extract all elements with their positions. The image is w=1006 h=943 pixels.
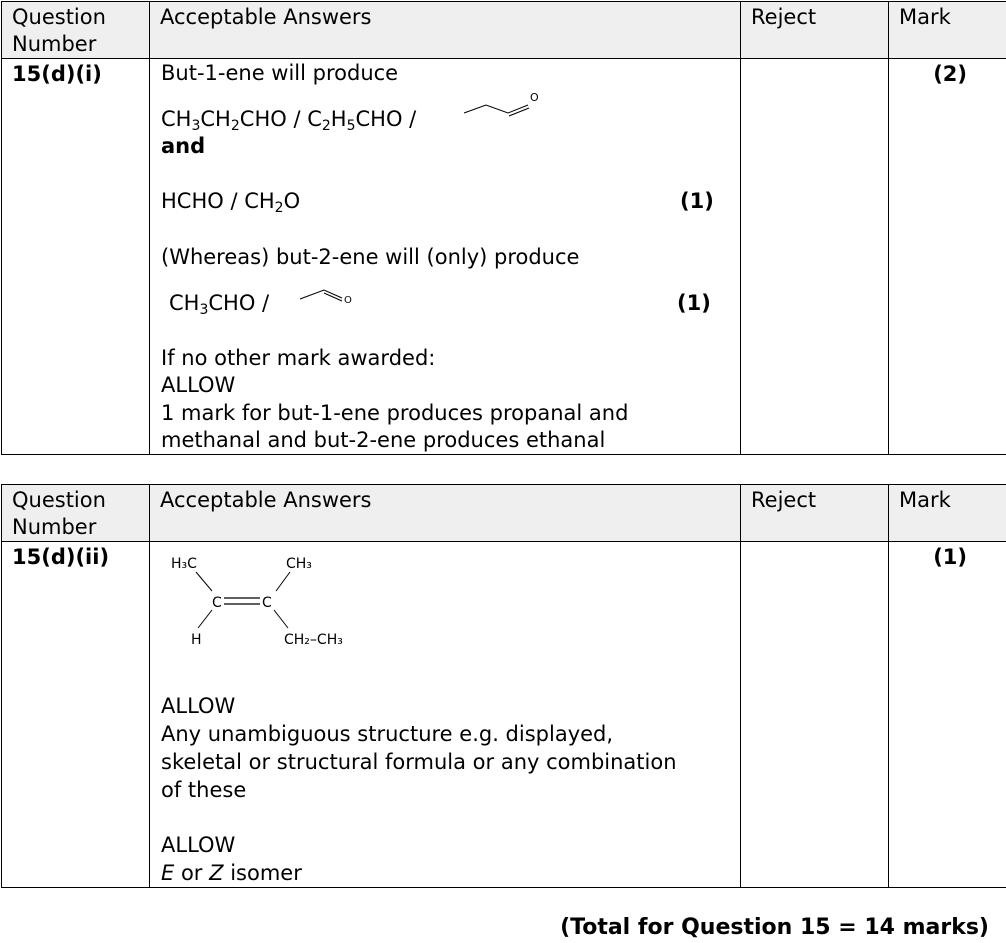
header-question-number: Question Number <box>2 2 150 59</box>
mark-cell <box>889 542 1006 888</box>
and-text: and <box>161 134 206 158</box>
mark-scheme-table-15di <box>1 1 1006 455</box>
question-number-cell <box>2 59 150 455</box>
h3c-label: H₃C <box>171 556 197 572</box>
question-total: (Total for Question 15 = 14 marks) <box>560 915 989 940</box>
allow-label: ALLOW <box>161 833 236 857</box>
ethyl-label: CH₂–CH₃ <box>284 632 343 648</box>
answer-line: Any unambiguous structure e.g. displayed, <box>161 722 614 746</box>
acceptable-answers-cell <box>150 59 741 455</box>
header-acceptable-answers: Acceptable Answers <box>150 2 741 59</box>
oxygen-label: O <box>344 295 352 306</box>
ch3-top-label: CH₃ <box>286 556 312 572</box>
reject-cell <box>741 542 889 888</box>
answer-line: But-1-ene will produce <box>161 61 399 85</box>
total-mark: (1) <box>933 545 967 569</box>
answer-line: skeletal or structural formula or any combination <box>161 750 677 774</box>
allow-label: ALLOW <box>161 694 236 718</box>
answer-line: If no other mark awarded: <box>161 346 436 370</box>
header-mark: Mark <box>889 2 1006 59</box>
mark-scheme-table-15dii <box>1 484 1006 888</box>
answer-line: methanal and but-2-ene produces ethanal <box>161 428 606 452</box>
question-number: 15(d)(i) <box>12 62 102 86</box>
answer-line: of these <box>161 778 247 802</box>
mark-one-a: (1) <box>680 189 714 213</box>
3-methylpent-2-ene-structure <box>160 548 380 660</box>
carbon-left-label: C <box>212 595 222 611</box>
mark-cell <box>889 59 1006 455</box>
header-reject: Reject <box>741 485 889 542</box>
formula-ethanal: $CH_3CHO$ / <box>169 291 270 318</box>
header-reject: Reject <box>741 2 889 59</box>
question-number: 15(d)(ii) <box>12 545 110 569</box>
reject-cell <box>741 59 889 455</box>
answer-line: 1 mark for but-1-ene produces propanal and <box>161 401 629 425</box>
propanal-skeletal-structure <box>460 87 550 121</box>
header-question-number: Question Number <box>2 485 150 542</box>
header-mark: Mark <box>889 485 1006 542</box>
total-mark: (2) <box>933 62 967 86</box>
formula-methanal: HCHO / $CH_2O$ <box>161 189 301 216</box>
mark-one-b: (1) <box>677 291 711 315</box>
carbon-right-label: C <box>262 595 272 611</box>
allow-label: ALLOW <box>161 373 236 397</box>
answer-line: (Whereas) but-2-ene will (only) produce <box>161 245 580 269</box>
formula-propanal: $CH_3CH_2CHO / C_2H_5CHO$ / <box>161 107 417 134</box>
oxygen-label: O <box>530 91 539 104</box>
hydrogen-label: H <box>191 632 202 648</box>
ethanal-skeletal-structure <box>298 279 368 309</box>
header-acceptable-answers: Acceptable Answers <box>150 485 741 542</box>
e-or-z-isomer: E or Z isomer <box>161 861 302 885</box>
acceptable-answers-cell <box>150 542 741 888</box>
question-number-cell <box>2 542 150 888</box>
